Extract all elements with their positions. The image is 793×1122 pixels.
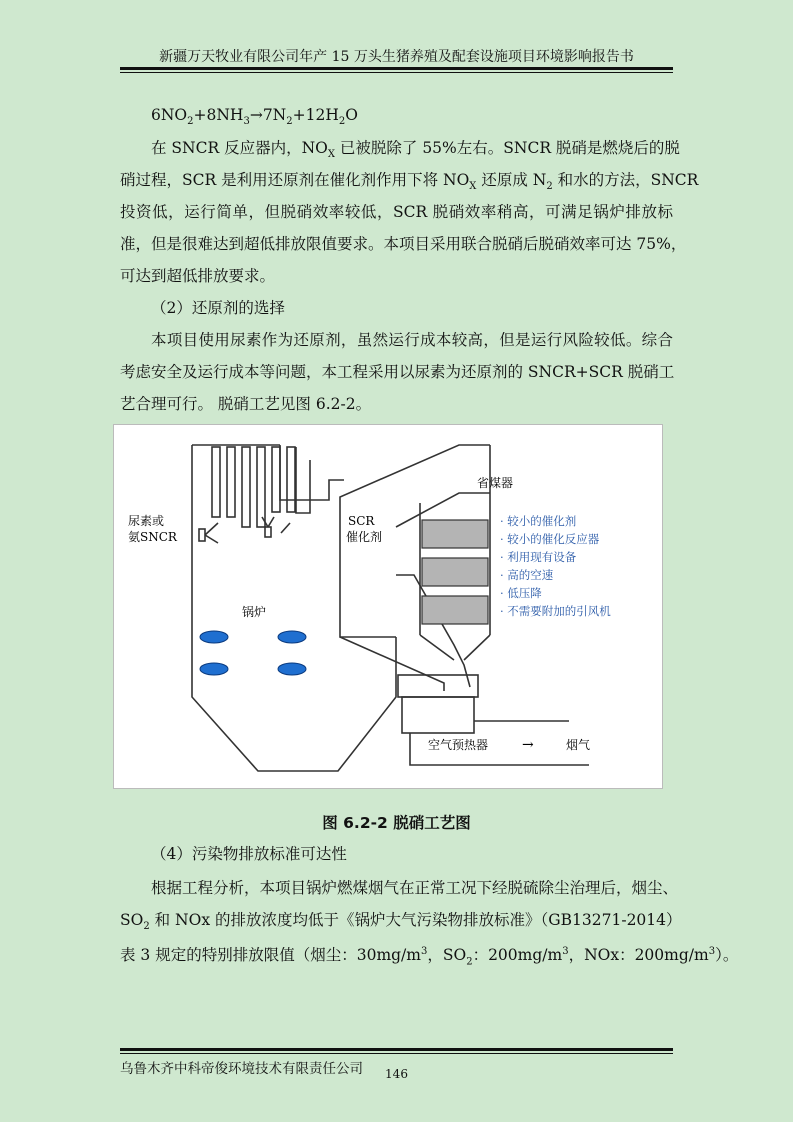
paragraph-line: 艺合理可行。 脱硝工艺见图 6.2-2。 <box>120 395 372 413</box>
paragraph-line: 准，但是很难达到超低排放限值要求。本项目采用联合脱硝后脱硝效率可达 75%， <box>120 235 687 253</box>
paragraph-line: 考虑安全及运行成本等问题，本工程采用以尿素为还原剂的 SNCR+SCR 脱硝工 <box>120 363 675 381</box>
feature-item: · 高的空速 <box>500 568 554 582</box>
paragraph-line: $SO_2$ 和 NOx 的排放浓度均低于《锅炉大气污染物排放标准》（GB13271-2014） <box>120 911 682 933</box>
header-rule-thick <box>120 67 673 70</box>
label-scr: SCR <box>348 514 375 528</box>
label-urea-line2: 氨SNCR <box>128 530 177 544</box>
footer-company: 乌鲁木齐中科帝俊环境技术有限责任公司 <box>120 1061 363 1077</box>
paragraph-line: 根据工程分析，本项目锅炉燃煤烟气在正常工况下经脱硫除尘治理后，烟尘、 <box>151 879 679 897</box>
label-urea-line1: 尿素或 <box>128 514 165 528</box>
feature-item: · 不需要附加的引风机 <box>500 604 611 618</box>
label-economizer: 省煤器 <box>477 476 514 490</box>
label-air-preheater: 空气预热器 <box>428 738 489 752</box>
footer-rule-thin <box>120 1053 673 1054</box>
feature-item: · 低压降 <box>500 586 542 600</box>
paragraph-line: 表 3 规定的特别排放限值（烟尘：$30mg/m^3$，$SO_2$：$200mg/m^3$，NOx：$200mg/m^3$）。 <box>120 946 739 968</box>
flue-arrow: → <box>522 737 534 753</box>
paragraph-line: 在 SNCR 反应器内，$NO_X$ 已被脱除了 55%左右。SNCR 脱硝是燃烧后的脱 <box>151 139 680 161</box>
denitration-process-figure <box>113 424 663 789</box>
paragraph-line: 本项目使用尿素作为还原剂，虽然运行成本较高，但是运行风险较低。综合 <box>151 331 673 349</box>
feature-item: · 较小的催化剂 <box>500 514 577 528</box>
reaction-equation: $6NO_2+8NH_3\to 7N_2+12H_2O$ <box>151 106 358 128</box>
header-title: 新疆万天牧业有限公司年产 15 万头生猪养殖及配套设施项目环境影响报告书 <box>159 49 634 65</box>
figure-caption: 图 6.2-2 脱硝工艺图 <box>322 814 471 832</box>
label-scr-catalyst: 催化剂 <box>346 530 383 544</box>
label-boiler: 锅炉 <box>242 605 267 619</box>
process-diagram <box>114 425 662 788</box>
paragraph-line: 投资低，运行简单，但脱硝效率较低，SCR 脱硝效率稍高，可满足锅炉排放标 <box>120 203 673 221</box>
section-heading-reductant: （2）还原剂的选择 <box>151 299 285 317</box>
feature-item: · 利用现有设备 <box>500 550 577 564</box>
page-number: 146 <box>385 1067 408 1081</box>
feature-item: · 较小的催化反应器 <box>500 532 600 546</box>
label-flue-gas: 烟气 <box>566 738 591 752</box>
paragraph-line: 硝过程，SCR 是利用还原剂在催化剂作用下将 $NO_X$ 还原成 $N_2$ 和水的方法，SNCR <box>120 171 699 193</box>
section-heading-standards: （4）污染物排放标准可达性 <box>151 845 347 863</box>
header-rule-thin <box>120 72 673 73</box>
footer-rule-thick <box>120 1048 673 1051</box>
paragraph-line: 可达到超低排放要求。 <box>120 267 276 285</box>
